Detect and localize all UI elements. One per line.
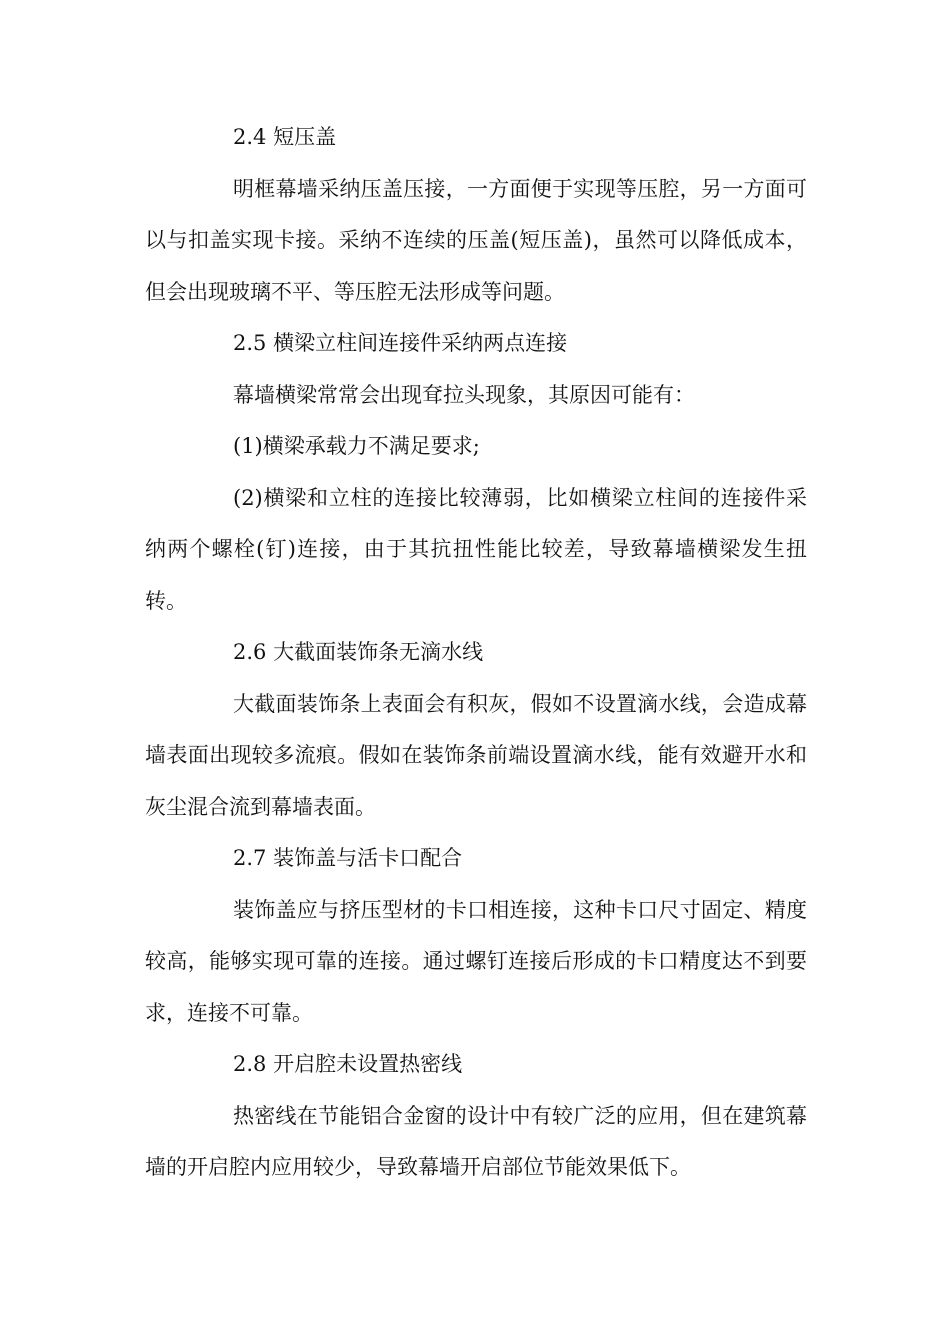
paragraph-drip-line: 大截面装饰条上表面会有积灰，假如不设置滴水线，会造成幕墙表面出现较多流痕。假如在装饰条前端设置滴水线，能有效避开水和灰尘混合流到幕墙表面。 [145, 691, 807, 819]
paragraph-thermal-seal: 热密线在节能铝合金窗的设计中有较广泛的应用，但在建筑幕墙的开启腔内应用较少，导致幕墙开启部位节能效果低下。 [145, 1103, 807, 1179]
paragraph-reason-1: (1)横梁承载力不满足要求; [233, 434, 480, 458]
section-heading-2-4: 2.4 短压盖 [233, 125, 337, 149]
section-heading-2-6: 2.6 大截面装饰条无滴水线 [233, 640, 484, 664]
paragraph-beam-droop: 幕墙横梁常常会出现耷拉头现象，其原因可能有： [233, 382, 695, 407]
paragraph-decor-cap: 装饰盖应与挤压型材的卡口相连接，这种卡口尺寸固定、精度较高，能够实现可靠的连接。通过螺钉连接后形成的卡口精度达不到要求，连接不可靠。 [145, 897, 807, 1025]
paragraph-reason-2: (2)横梁和立柱的连接比较薄弱，比如横梁立柱间的连接件采纳两个螺栓(钉)连接，由于其抗扭性能比较差，导致幕墙横梁发生扭转。 [145, 485, 807, 613]
document-body [145, 112, 807, 1194]
section-heading-2-5: 2.5 横梁立柱间连接件采纳两点连接 [233, 331, 568, 355]
paragraph-pressure-cap: 明框幕墙采纳压盖压接，一方面便于实现等压腔，另一方面可以与扣盖实现卡接。采纳不连续的压盖(短压盖)，虽然可以降低成本，但会出现玻璃不平、等压腔无法形成等问题。 [145, 176, 807, 304]
section-heading-2-8: 2.8 开启腔未设置热密线 [233, 1052, 463, 1076]
section-heading-2-7: 2.7 装饰盖与活卡口配合 [233, 846, 463, 870]
